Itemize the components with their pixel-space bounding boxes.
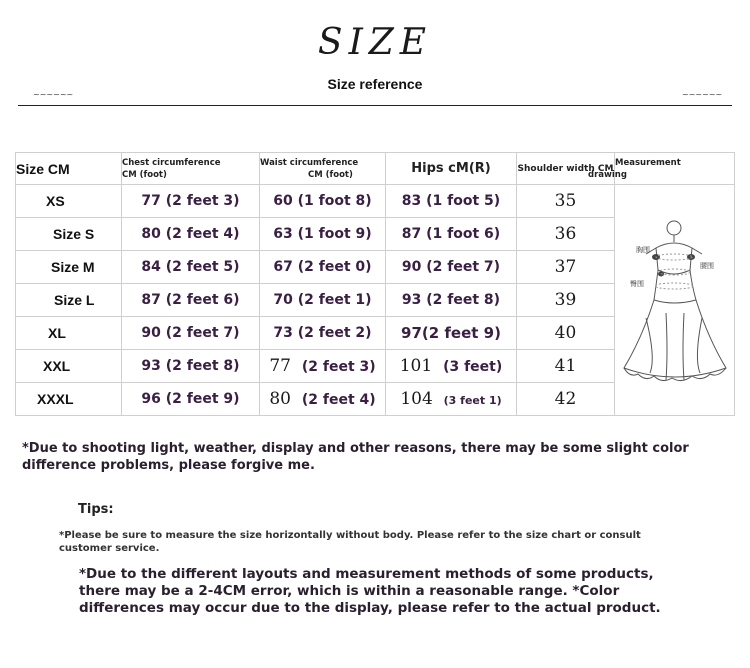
chest-cell: 77 (2 feet 3) — [122, 185, 260, 218]
waist-number: 77 — [269, 356, 291, 376]
waist-cell: 70 (2 feet 1) — [260, 284, 386, 317]
chest-cell: 96 (2 feet 9) — [122, 383, 260, 416]
dress-measurement-drawing — [616, 208, 734, 388]
decorative-dashes-right: ~~~~~~ — [682, 90, 723, 99]
shoulder-cell: 41 — [517, 350, 615, 383]
header-waist-line2: CM (foot) — [308, 169, 353, 180]
drawing-label-waist: 腰围 — [699, 262, 714, 270]
table-header-row — [16, 153, 735, 185]
header-drawing-line2: drawing — [588, 169, 627, 180]
size-cell: Size L — [16, 284, 122, 317]
header-size: Size CM — [16, 153, 122, 185]
page-subtitle: Size reference — [327, 76, 423, 92]
waist-cell: 60 (1 foot 8) — [260, 185, 386, 218]
waist-feet: (2 feet 3) — [301, 359, 376, 375]
table-row — [16, 185, 735, 218]
waist-cell: 67 (2 feet 0) — [260, 251, 386, 284]
header-chest-line2: CM (foot) — [122, 169, 167, 180]
size-cell: XS — [16, 185, 122, 218]
header-waist — [260, 153, 386, 185]
tips-label: Tips: — [78, 502, 114, 517]
hips-cell: 83 (1 foot 5) — [386, 185, 517, 218]
header-hips: Hips cM(R) — [386, 153, 517, 185]
size-cell: Size S — [16, 218, 122, 251]
size-cell: Size M — [16, 251, 122, 284]
hips-feet: (3 feet 1) — [443, 394, 502, 407]
header-drawing-line1: Measurement — [615, 157, 681, 168]
chest-cell: 80 (2 feet 4) — [122, 218, 260, 251]
header-drawing — [588, 153, 735, 185]
shoulder-cell: 37 — [517, 251, 615, 284]
chest-cell: 87 (2 feet 6) — [122, 284, 260, 317]
waist-cell: 63 (1 foot 9) — [260, 218, 386, 251]
shoulder-cell: 39 — [517, 284, 615, 317]
header-chest-line1: Chest circumference — [122, 157, 221, 168]
shoulder-cell: 42 — [517, 383, 615, 416]
measurement-error-note: *Due to the different layouts and measurement methods of some products, there may be a 2-4CM error, which is within a reasonable range. *Color differences may occur due to the display, please refer to the actual product. — [79, 566, 661, 616]
hips-cell: 87 (1 foot 6) — [386, 218, 517, 251]
waist-feet: (2 feet 4) — [301, 392, 376, 408]
measure-instruction-note: *Please be sure to measure the size horizontally without body. Please refer to the size chart or consult customer service. — [59, 530, 641, 554]
mannequin-head-icon — [667, 221, 681, 235]
shoulder-cell: 40 — [517, 317, 615, 350]
chest-cell: 93 (2 feet 8) — [122, 350, 260, 383]
decorative-dashes-left: ~~~~~~ — [33, 90, 74, 99]
header-chest — [122, 153, 260, 185]
hips-number: 104 — [400, 389, 433, 409]
chest-cell: 84 (2 feet 5) — [122, 251, 260, 284]
color-difference-note: *Due to shooting light, weather, display and other reasons, there may be some slight color difference problems, please forgive me. — [22, 441, 689, 473]
header-divider — [18, 105, 732, 106]
hips-cell — [386, 383, 517, 416]
header-waist-line1: Waist circumference — [260, 157, 359, 168]
page-title: SIZE — [317, 22, 433, 63]
size-cell: XXXL — [16, 383, 122, 416]
shoulder-cell: 36 — [517, 218, 615, 251]
hips-cell — [386, 350, 517, 383]
waist-cell: 73 (2 feet 2) — [260, 317, 386, 350]
hips-cell: 97(2 feet 9) — [386, 317, 517, 350]
waist-cell — [260, 383, 386, 416]
hips-cell: 93 (2 feet 8) — [386, 284, 517, 317]
waist-number: 80 — [269, 389, 291, 409]
waist-cell — [260, 350, 386, 383]
size-cell: XL — [16, 317, 122, 350]
drawing-label-hips: 臀围 — [629, 280, 644, 288]
hips-cell: 90 (2 feet 7) — [386, 251, 517, 284]
chest-cell: 90 (2 feet 7) — [122, 317, 260, 350]
shoulder-cell: 35 — [517, 185, 615, 218]
measurement-drawing-cell — [615, 185, 735, 416]
header-shoulder: Shoulder width CM — [517, 153, 615, 185]
size-cell: XXL — [16, 350, 122, 383]
hips-feet: (3 feet) — [443, 359, 503, 375]
drawing-label-chest: 胸围 — [635, 246, 650, 254]
hips-number: 101 — [399, 356, 433, 376]
size-chart-table — [15, 152, 735, 416]
